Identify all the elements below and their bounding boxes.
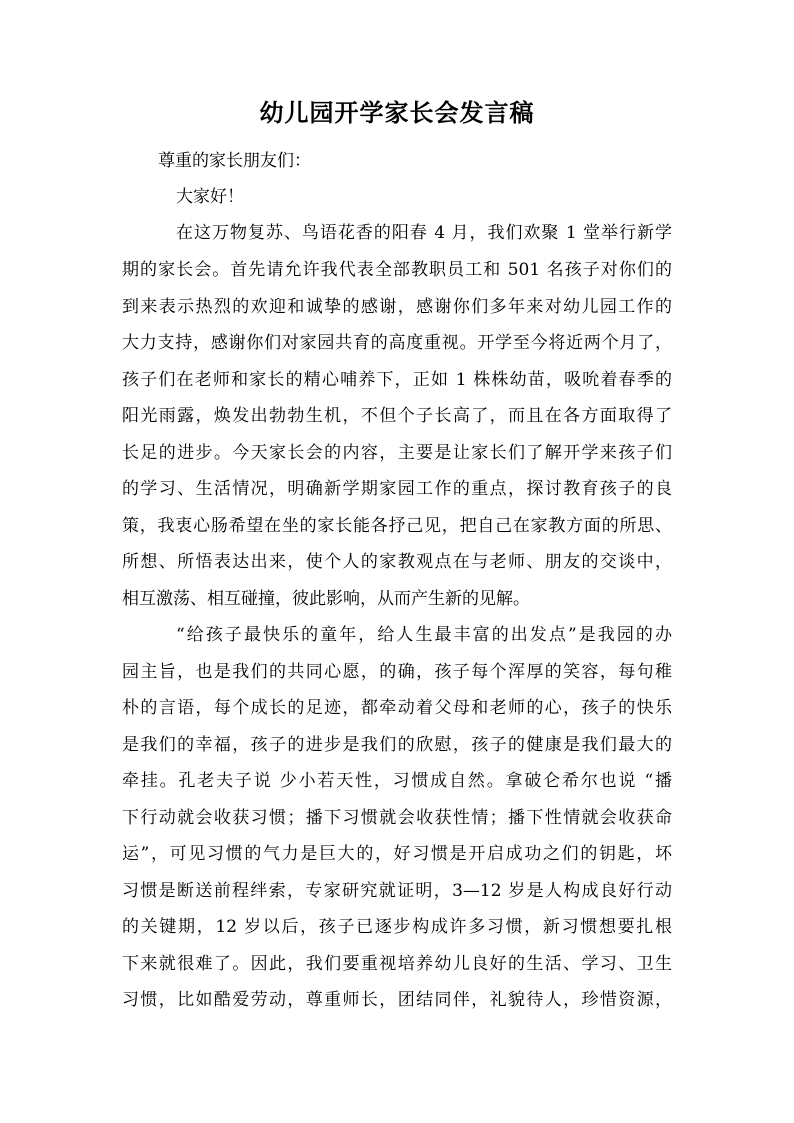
paragraph-1-line-5: 孩子们在老师和家长的精心哺养下，正如 1 株株幼苗，吸吮着春季的 (122, 370, 672, 390)
paragraph-2-line-7: 运”，可见习惯的气力是巨大的，好习惯是开启成功之们的钥匙，坏 (122, 844, 672, 864)
paragraph-2-line-1: “给孩子最快乐的童年，给人生最丰富的出发点”是我园的办 (176, 625, 672, 645)
greeting: 大家好！ (176, 187, 244, 207)
paragraph-2-line-4: 是我们的幸福，孩子的进步是我们的欣慰，孩子的健康是我们最大的 (122, 735, 672, 755)
paragraph-2-line-10: 下来就很难了。因此，我们要重视培养幼儿良好的生活、学习、卫生 (122, 954, 672, 974)
document-title: 幼儿园开学家长会发言稿 (259, 98, 535, 127)
paragraph-1-line-6: 阳光雨露，焕发出勃勃生机，不但个子长高了，而且在各方面取得了 (122, 406, 672, 426)
paragraph-1-line-8: 的学习、生活情况，明确新学期家园工作的重点，探讨教育孩子的良 (122, 479, 672, 499)
paragraph-1-line-3: 到来表示热烈的欢迎和诚挚的感谢，感谢你们多年来对幼儿园工作的 (122, 297, 672, 317)
paragraph-2-line-2: 园主旨，也是我们的共同心愿，的确，孩子每个浑厚的笑容，每句稚 (122, 662, 672, 682)
paragraph-1-line-9: 策，我衷心肠希望在坐的家长能各抒己见，把自己在家教方面的所思、 (122, 516, 672, 536)
paragraph-2-line-11: 习惯，比如酷爱劳动，尊重师长，团结同伴，礼貌待人，珍惜资源， (122, 990, 672, 1010)
salutation: 尊重的家长朋友们： (158, 151, 311, 171)
paragraph-1-line-11: 相互激荡、相互碰撞，彼此影响，从而产生新的见解。 (122, 589, 530, 609)
paragraph-1-line-2: 期的家长会。首先请允许我代表全部教职员工和 501 名孩子对你们的 (122, 260, 672, 280)
paragraph-2-line-8: 习惯是断送前程绊索，专家研究就证明，3—12 岁是人构成良好行动 (122, 881, 672, 901)
paragraph-1-line-1: 在这万物复苏、鸟语花香的阳春 4 月，我们欢聚 1 堂举行新学 (176, 223, 672, 243)
paragraph-2-line-9: 的关键期，12 岁以后，孩子已逐步构成许多习惯，新习惯想要扎根 (122, 917, 672, 937)
paragraph-1-line-7: 长足的进步。今天家长会的内容，主要是让家长们了解开学来孩子们 (122, 443, 672, 463)
paragraph-1-line-4: 大力支持，感谢你们对家园共育的高度重视。开学至今将近两个月了， (122, 333, 672, 353)
paragraph-2-line-6: 下行动就会收获习惯；播下习惯就会收获性情；播下性情就会收获命 (122, 808, 672, 828)
paragraph-2-line-3: 朴的言语，每个成长的足迹，都牵动着父母和老师的心，孩子的快乐 (122, 698, 672, 718)
paragraph-2-line-5: 牵挂。孔老夫子说 少小若天性，习惯成自然。拿破仑希尔也说 “播 (122, 771, 672, 791)
paragraph-1-line-10: 所想、所悟表达出来，使个人的家教观点在与老师、朋友的交谈中， (122, 552, 672, 572)
